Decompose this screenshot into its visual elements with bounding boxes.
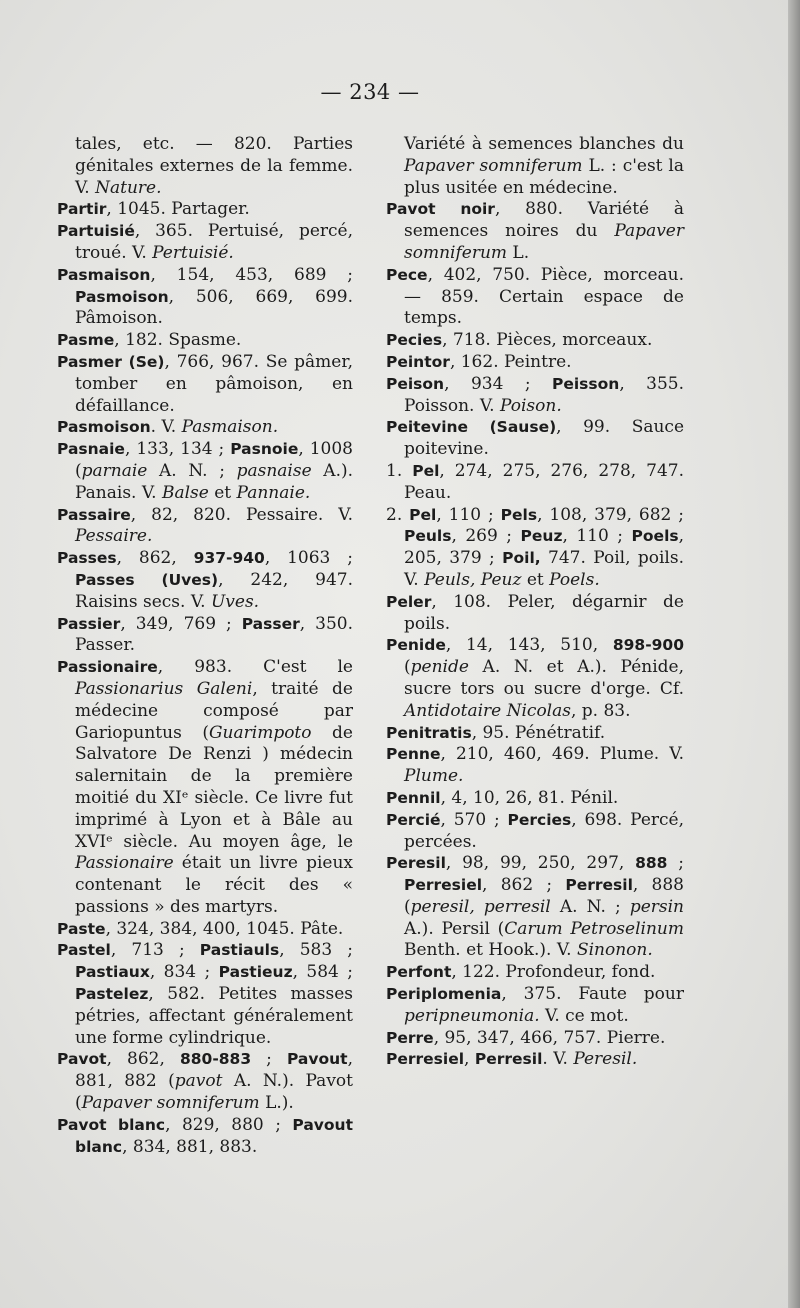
- entry-text: A. N.). Pavot (: [75, 1071, 353, 1114]
- entry-text: , 98, 99, 250, 297,: [445, 853, 636, 874]
- italic-text: Papaver somniferum: [404, 155, 583, 176]
- headword: Pasmoison: [57, 418, 151, 437]
- entry-text: , 718. Pièces, morceaux.: [442, 330, 653, 351]
- italic-text: Peuls, Peuz: [424, 569, 522, 590]
- entry-text: , 1045. Partager.: [106, 199, 250, 220]
- headword: Passes (Uves): [75, 570, 219, 589]
- glossary-entry: [57, 505, 353, 549]
- entry-text: , 133, 134 ;: [124, 439, 231, 460]
- entry-text: , 834, 881, 883.: [122, 1136, 258, 1157]
- entry-text: , 95. Pénétratif.: [471, 722, 606, 743]
- headword: Pastel: [57, 941, 111, 960]
- glossary-entry: [386, 1049, 684, 1071]
- italic-text: Pannaie.: [236, 482, 311, 503]
- entry-text: , 862,: [116, 548, 194, 569]
- headword: 888: [635, 854, 668, 873]
- headword: Pecies: [386, 331, 443, 350]
- glossary-entry: [57, 657, 353, 919]
- italic-text: Nature.: [95, 177, 162, 198]
- glossary-entry: [57, 417, 353, 439]
- entry-text: , 862,: [106, 1049, 180, 1070]
- headword: 880-883: [179, 1050, 252, 1069]
- entry-text: , 99. Sauce poitevine.: [404, 417, 685, 460]
- entry-text: A.). Persil (: [404, 918, 505, 939]
- entry-text: , 1008 (: [75, 439, 354, 481]
- entry-text: était un livre pieux contenant le récit des « passions » des martyrs.: [75, 853, 353, 917]
- headword: Pece: [386, 265, 428, 284]
- entry-text: , 324, 384, 400, 1045. Pâte.: [105, 918, 344, 939]
- headword: Pastiaux: [75, 963, 150, 982]
- entry-text: A. N. et A.). Pénide, sucre tors ou sucre d'orge. Cf.: [404, 657, 684, 699]
- entry-text: Benth. et Hook.). V.: [404, 940, 577, 961]
- italic-text: penide: [410, 657, 469, 678]
- headword: Percié: [386, 810, 441, 829]
- headword: Penne: [386, 745, 441, 764]
- headword: 898-900: [612, 636, 684, 655]
- headword: Poil,: [502, 549, 541, 568]
- entry-text: ;: [667, 853, 684, 874]
- entry-text: , 365. Pertuisé, percé, troué. V.: [75, 221, 353, 263]
- italic-text: parnaie: [81, 460, 148, 481]
- headword: Pel: [409, 505, 437, 524]
- entry-text: , 713 ;: [110, 940, 200, 961]
- page-number: — 234 —: [320, 80, 420, 104]
- headword: Peuls: [404, 527, 452, 546]
- italic-text: Pertuisié.: [152, 242, 234, 263]
- headword: Pasmoison: [75, 287, 169, 306]
- entry-text: , 274, 275, 276, 278, 747. Peau.: [404, 460, 685, 503]
- headword: Periplomenia: [386, 985, 502, 1004]
- entry-text: , 1063 ;: [264, 548, 353, 569]
- entry-text: , 210, 460, 469. Plume. V.: [440, 744, 684, 765]
- entry-text: de Salvatore De Renzi ) médecin salernitain de la première moitié du XIᵉ siècle. Ce livre fut imprimé à Lyon et à Bâle au XVIᵉ siècle. Au moyen âge, le: [75, 722, 353, 852]
- italic-text: Passionarius Galeni: [75, 678, 253, 699]
- entry-text: , traité de médecine composé par Gariopuntus (: [75, 678, 353, 743]
- headword: Passer: [241, 614, 300, 633]
- glossary-entry: [57, 548, 353, 613]
- italic-text: Pasmaison.: [181, 417, 279, 438]
- headword: Peuz: [520, 527, 563, 546]
- headword: Pavot blanc: [57, 1115, 166, 1134]
- italic-text: pasnaise: [236, 460, 312, 481]
- entry-text: , 934 ;: [444, 373, 552, 394]
- entry-text: L.: [507, 242, 530, 263]
- headword: Pasme: [57, 331, 115, 350]
- headword: Pastelez: [75, 985, 149, 1004]
- headword: Poels: [631, 527, 679, 546]
- glossary-entry: [57, 919, 353, 941]
- glossary-entry: [57, 940, 353, 1049]
- entry-text: , 375. Faute pour: [501, 984, 684, 1005]
- entry-text: et: [521, 569, 550, 590]
- italic-text: Papaver somniferum: [404, 221, 684, 263]
- entry-text: , 355. Poisson. V.: [404, 373, 684, 416]
- entry-text: , 834 ;: [149, 962, 219, 983]
- headword: Passionaire: [57, 658, 158, 677]
- glossary-entry: [386, 505, 684, 592]
- entry-text: , 95, 347, 466, 757. Pierre.: [433, 1027, 666, 1048]
- entry-text: , 983. C'est le: [157, 657, 353, 678]
- entry-text: , 829, 880 ;: [165, 1114, 293, 1135]
- entry-text: Variété à semences blanches du: [404, 134, 684, 154]
- headword: Peitevine (Sause): [386, 418, 557, 437]
- entry-text: A.). Panais. V.: [75, 460, 354, 503]
- continued-entry: [386, 134, 684, 199]
- italic-text: Balse: [161, 482, 209, 503]
- headword: Perresil: [565, 876, 633, 895]
- entry-text: . V.: [542, 1049, 574, 1070]
- entry-text: , 881, 882 (: [75, 1049, 353, 1092]
- italic-text: pavot: [174, 1071, 223, 1092]
- glossary-entry: [57, 199, 353, 221]
- headword: Passes: [57, 549, 117, 568]
- italic-text: persin: [629, 896, 685, 917]
- glossary-entry: [386, 374, 684, 418]
- glossary-entry: [386, 417, 684, 461]
- glossary-entry: [386, 744, 684, 788]
- glossary-entry: [386, 265, 684, 330]
- entry-text: . V.: [150, 417, 182, 438]
- glossary-entry: [386, 810, 684, 854]
- headword: Peison: [386, 374, 445, 393]
- headword: Partuisié: [57, 222, 135, 241]
- headword: Penide: [386, 636, 446, 655]
- entry-text: , 205, 379 ;: [404, 526, 685, 569]
- headword: Perresil: [474, 1050, 543, 1069]
- headword: Pastiauls: [199, 941, 280, 960]
- entry-text: , 182. Spasme.: [114, 330, 242, 351]
- glossary-entry: [57, 1115, 353, 1159]
- italic-text: Sinonon.: [576, 940, 653, 961]
- headword: Pavot: [57, 1050, 107, 1069]
- italic-text: Guarimpoto: [208, 722, 312, 743]
- italic-text: peresil, perresil: [410, 896, 551, 917]
- page-edge-shadow: [788, 0, 800, 1308]
- entry-text: , p. 83.: [570, 700, 631, 721]
- headword: Pels: [500, 505, 538, 524]
- entry-text: , 570 ;: [440, 809, 508, 830]
- entry-text: A. N. ;: [550, 896, 630, 917]
- entry-text: , 582. Petites masses pétries, affectant généralement une forme cylindrique.: [75, 984, 353, 1048]
- italic-text: Antidotaire Nicolas: [404, 700, 571, 721]
- glossary-entry: [386, 352, 684, 374]
- headword: Partir: [57, 200, 107, 219]
- italic-text: Plume.: [404, 766, 464, 787]
- glossary-entry: [386, 635, 684, 722]
- glossary-entry: [57, 1049, 353, 1114]
- entry-text: , 880. Variété à semences noires du: [404, 199, 684, 242]
- entry-text: , 583 ;: [279, 940, 353, 961]
- glossary-entry: [57, 614, 353, 658]
- entry-text: , 584 ;: [292, 962, 353, 983]
- italic-text: Poels.: [549, 569, 600, 590]
- headword: Pennil: [386, 788, 441, 807]
- headword: Peintor: [386, 352, 450, 371]
- entry-text: , 242, 947. Raisins secs. V.: [75, 569, 353, 612]
- entry-text: , 162. Peintre.: [449, 351, 572, 372]
- entry-text: 1.: [386, 460, 413, 481]
- entry-text: , 14, 143, 510,: [445, 635, 613, 656]
- entry-text: , 506, 669, 699. Pâmoison.: [75, 286, 353, 329]
- glossary-entry: [57, 265, 353, 330]
- glossary-entry: [386, 199, 684, 264]
- headword: Perresiel: [404, 876, 483, 895]
- italic-text: Pessaire.: [75, 526, 153, 547]
- entry-text: (: [404, 657, 411, 678]
- italic-text: Peresil.: [573, 1049, 638, 1070]
- glossary-entry: [386, 592, 684, 636]
- entry-text: , 402, 750. Pièce, morceau. — 859. Certain espace de temps.: [404, 264, 684, 329]
- entry-text: L. : c'est la plus usitée en médecine.: [404, 155, 684, 198]
- entry-text: V. ce mot.: [539, 1005, 629, 1026]
- entry-text: 2.: [386, 504, 410, 525]
- entry-text: , 82, 820. Pessaire. V.: [130, 504, 353, 525]
- entry-text: A. N. ;: [147, 460, 237, 481]
- entry-text: , 862 ;: [482, 875, 566, 896]
- italic-text: Passionaire: [75, 853, 174, 874]
- entry-text: , 154, 453, 689 ;: [150, 264, 353, 285]
- entry-text: , 4, 10, 26, 81. Pénil.: [440, 787, 619, 808]
- headword: Pasnoie: [230, 440, 299, 459]
- entry-text: , 350. Passer.: [75, 613, 353, 656]
- headword: Penitratis: [386, 723, 472, 742]
- italic-text: Papaver somniferum: [81, 1093, 260, 1114]
- glossary-entry: [57, 439, 353, 504]
- glossary-entry: [386, 788, 684, 810]
- headword: Pavout blanc: [75, 1115, 353, 1156]
- left-column: [57, 134, 353, 1158]
- glossary-entry: [386, 853, 684, 962]
- headword: Pastieuz: [218, 963, 293, 982]
- right-column: [386, 134, 684, 1071]
- headword: Peisson: [551, 374, 620, 393]
- headword: Peresil: [386, 854, 446, 873]
- headword: Pavout: [286, 1050, 348, 1069]
- entry-text: 747. Poil, poils. V.: [404, 548, 684, 590]
- entry-text: , 888 (: [404, 875, 684, 917]
- headword: 937-940: [193, 549, 265, 568]
- entry-text: , 698. Percé, percées.: [404, 809, 684, 852]
- italic-text: peripneumonia.: [404, 1005, 540, 1026]
- headword: Peler: [386, 592, 432, 611]
- entry-text: , 349, 769 ;: [120, 613, 242, 634]
- glossary-entry: [386, 962, 684, 984]
- glossary-entry: [386, 330, 684, 352]
- headword: Passaire: [57, 505, 131, 524]
- entry-text: L.).: [259, 1093, 294, 1114]
- entry-text: , 110 ;: [562, 526, 632, 547]
- continued-entry: [57, 134, 353, 199]
- glossary-entry: [57, 221, 353, 265]
- entry-text: , 766, 967. Se pâmer, tomber en pâmoison, en défaillance.: [75, 351, 353, 416]
- entry-text: ,: [464, 1049, 475, 1070]
- glossary-entry: [57, 352, 353, 417]
- italic-text: Uves.: [210, 591, 260, 612]
- entry-text: , 108. Peler, dégarnir de poils.: [404, 591, 684, 634]
- headword: Pasmaison: [57, 265, 151, 284]
- glossary-entry: [386, 461, 684, 505]
- headword: Perre: [386, 1028, 434, 1047]
- entry-text: , 269 ;: [451, 526, 521, 547]
- headword: Passier: [57, 614, 121, 633]
- headword: Pel: [412, 461, 440, 480]
- entry-text: et: [208, 482, 237, 503]
- headword: Pasmer (Se): [57, 352, 165, 371]
- glossary-entry: [386, 1028, 684, 1050]
- glossary-entry: [57, 330, 353, 352]
- headword: Perfont: [386, 963, 452, 982]
- entry-text: ;: [251, 1049, 287, 1070]
- entry-text: , 110 ;: [436, 504, 501, 525]
- headword: Paste: [57, 919, 106, 938]
- glossary-entry: [386, 723, 684, 745]
- entry-text: tales, etc. — 820. Parties génitales externes de la femme. V.: [75, 134, 353, 198]
- headword: Pavot noir: [386, 200, 495, 219]
- glossary-entry: [386, 984, 684, 1028]
- entry-text: , 122. Profondeur, fond.: [451, 962, 656, 983]
- headword: Percies: [507, 810, 572, 829]
- headword: Perresiel: [386, 1050, 465, 1069]
- headword: Pasnaie: [57, 440, 125, 459]
- entry-text: , 108, 379, 682 ;: [537, 504, 685, 525]
- italic-text: Carum Petroselinum: [504, 918, 684, 939]
- italic-text: Poison.: [499, 395, 562, 416]
